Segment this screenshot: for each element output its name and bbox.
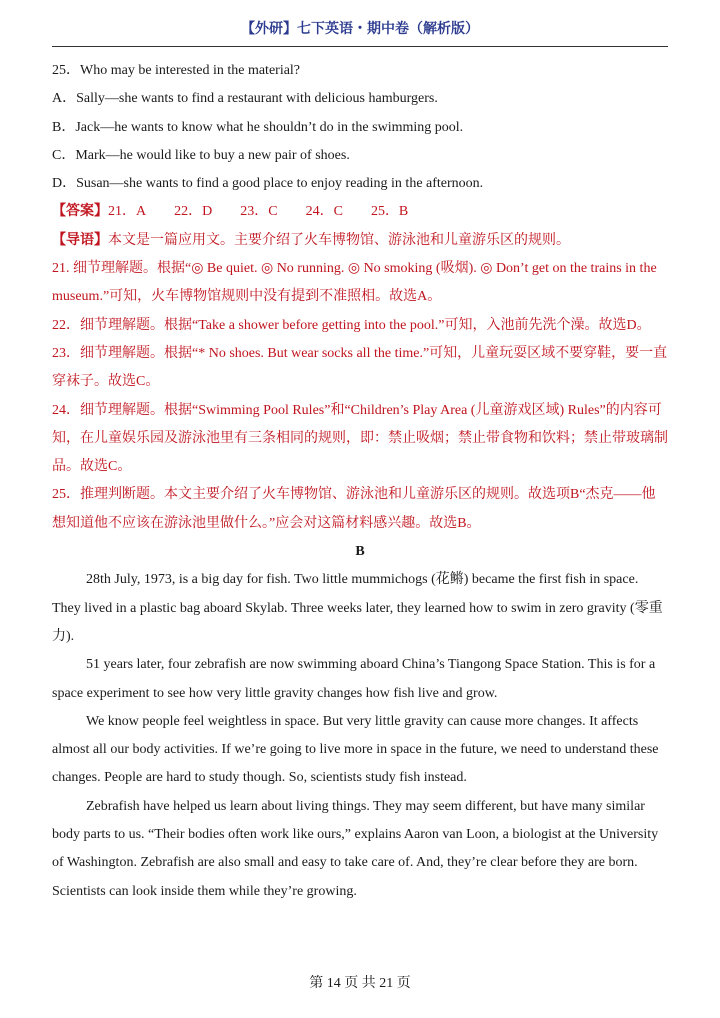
guide-tag: 【导语】 — [52, 232, 108, 248]
answer-item: 22．D — [174, 204, 213, 220]
guide-paragraph — [52, 227, 668, 255]
header-divider — [52, 46, 668, 47]
passage-paragraph: 51 years later, four zebrafish are now swimming aboard China’s Tiangong Space Station. This is for a space experiment to see how very little gravity changes how fish live and grow. — [52, 657, 656, 701]
explanation-25: 25．推理判断题。本文主要介绍了火车博物馆、游泳池和儿童游乐区的规则。故选项B“杰克——他想知道他不应该在游泳池里做什么。”应会对这篇材料感兴趣。故选B。 — [52, 487, 656, 531]
explanation-23: 23．细节理解题。根据“* No shoes. But wear socks all the time.”可知，儿童玩耍区域不要穿鞋，要一直穿袜子。故选C。 — [52, 345, 668, 390]
passage-paragraph: Zebrafish have helped us learn about living things. They may seem different, but have many similar body parts to us. “Their bodies often work like ours,” explains Aaron van Loon, a biologist at the University of Washington. Zebrafish are also small and easy to take care of. And, they’re clear before they are born. Scientists can look inside them while they’re growing. — [52, 798, 659, 899]
option-d: D．Susan—she wants to find a good place to enjoy reading in the afternoon. — [52, 176, 484, 192]
section-heading: B — [355, 544, 365, 560]
answer-item: 24．C — [305, 204, 343, 220]
option-b: B．Jack—he wants to know what he shouldn’t do in the swimming pool. — [52, 119, 464, 135]
answer-item: 23．C — [240, 204, 278, 220]
answer-key — [52, 198, 668, 226]
option-a: A．Sally—she wants to find a restaurant with delicious hamburgers. — [52, 91, 438, 107]
document-body — [52, 57, 668, 906]
page-number: 第 14 页 共 21 页 — [309, 976, 411, 991]
answer-tag: 【答案】 — [52, 204, 108, 220]
page-header-title: 【外研】七下英语・期中卷（解析版） — [241, 22, 479, 37]
passage-paragraph: 28th July, 1973, is a big day for fish. Two little mummichogs (花鳉) became the first fish in space. They lived in a plastic bag aboard Skylab. Three weeks later, they learned how to swim in zero gravity (零重力). — [52, 572, 663, 644]
explanation-21: 21. 细节理解题。根据“◎ Be quiet. ◎ No running. ◎ No smoking (吸烟). ◎ Don’t get on the trains in the museum.”可知，火车博物馆规则中没有提到不准照相。故选A。 — [52, 261, 657, 305]
explanation-22: 22．细节理解题。根据“Take a shower before getting into the pool.”可知，入池前先洗个澡。故选D。 — [52, 317, 651, 333]
option-c: C．Mark—he would like to buy a new pair of shoes. — [52, 147, 350, 163]
passage-paragraph: We know people feel weightless in space. But very little gravity can cause more changes. It affects almost all our body activities. If we’re going to live more in space in the future, we need to understand these changes. People are hard to study though. So, scientists study fish instead. — [52, 713, 659, 786]
question-stem: 25．Who may be interested in the material? — [52, 63, 301, 78]
answer-item: 21．A — [108, 204, 147, 220]
explanation-24: 24．细节理解题。根据“Swimming Pool Rules”和“Children’s Play Area (儿童游戏区域) Rules”的内容可知，在儿童娱乐园及游泳池里有三条相同的规则，即：禁止吸烟；禁止带食物和饮料；禁止带玻璃制品。故选C。 — [52, 402, 668, 475]
answer-item: 25．B — [370, 204, 409, 220]
guide-text: 本文是一篇应用文。主要介绍了火车博物馆、游泳池和儿童游乐区的规则。 — [108, 232, 570, 248]
